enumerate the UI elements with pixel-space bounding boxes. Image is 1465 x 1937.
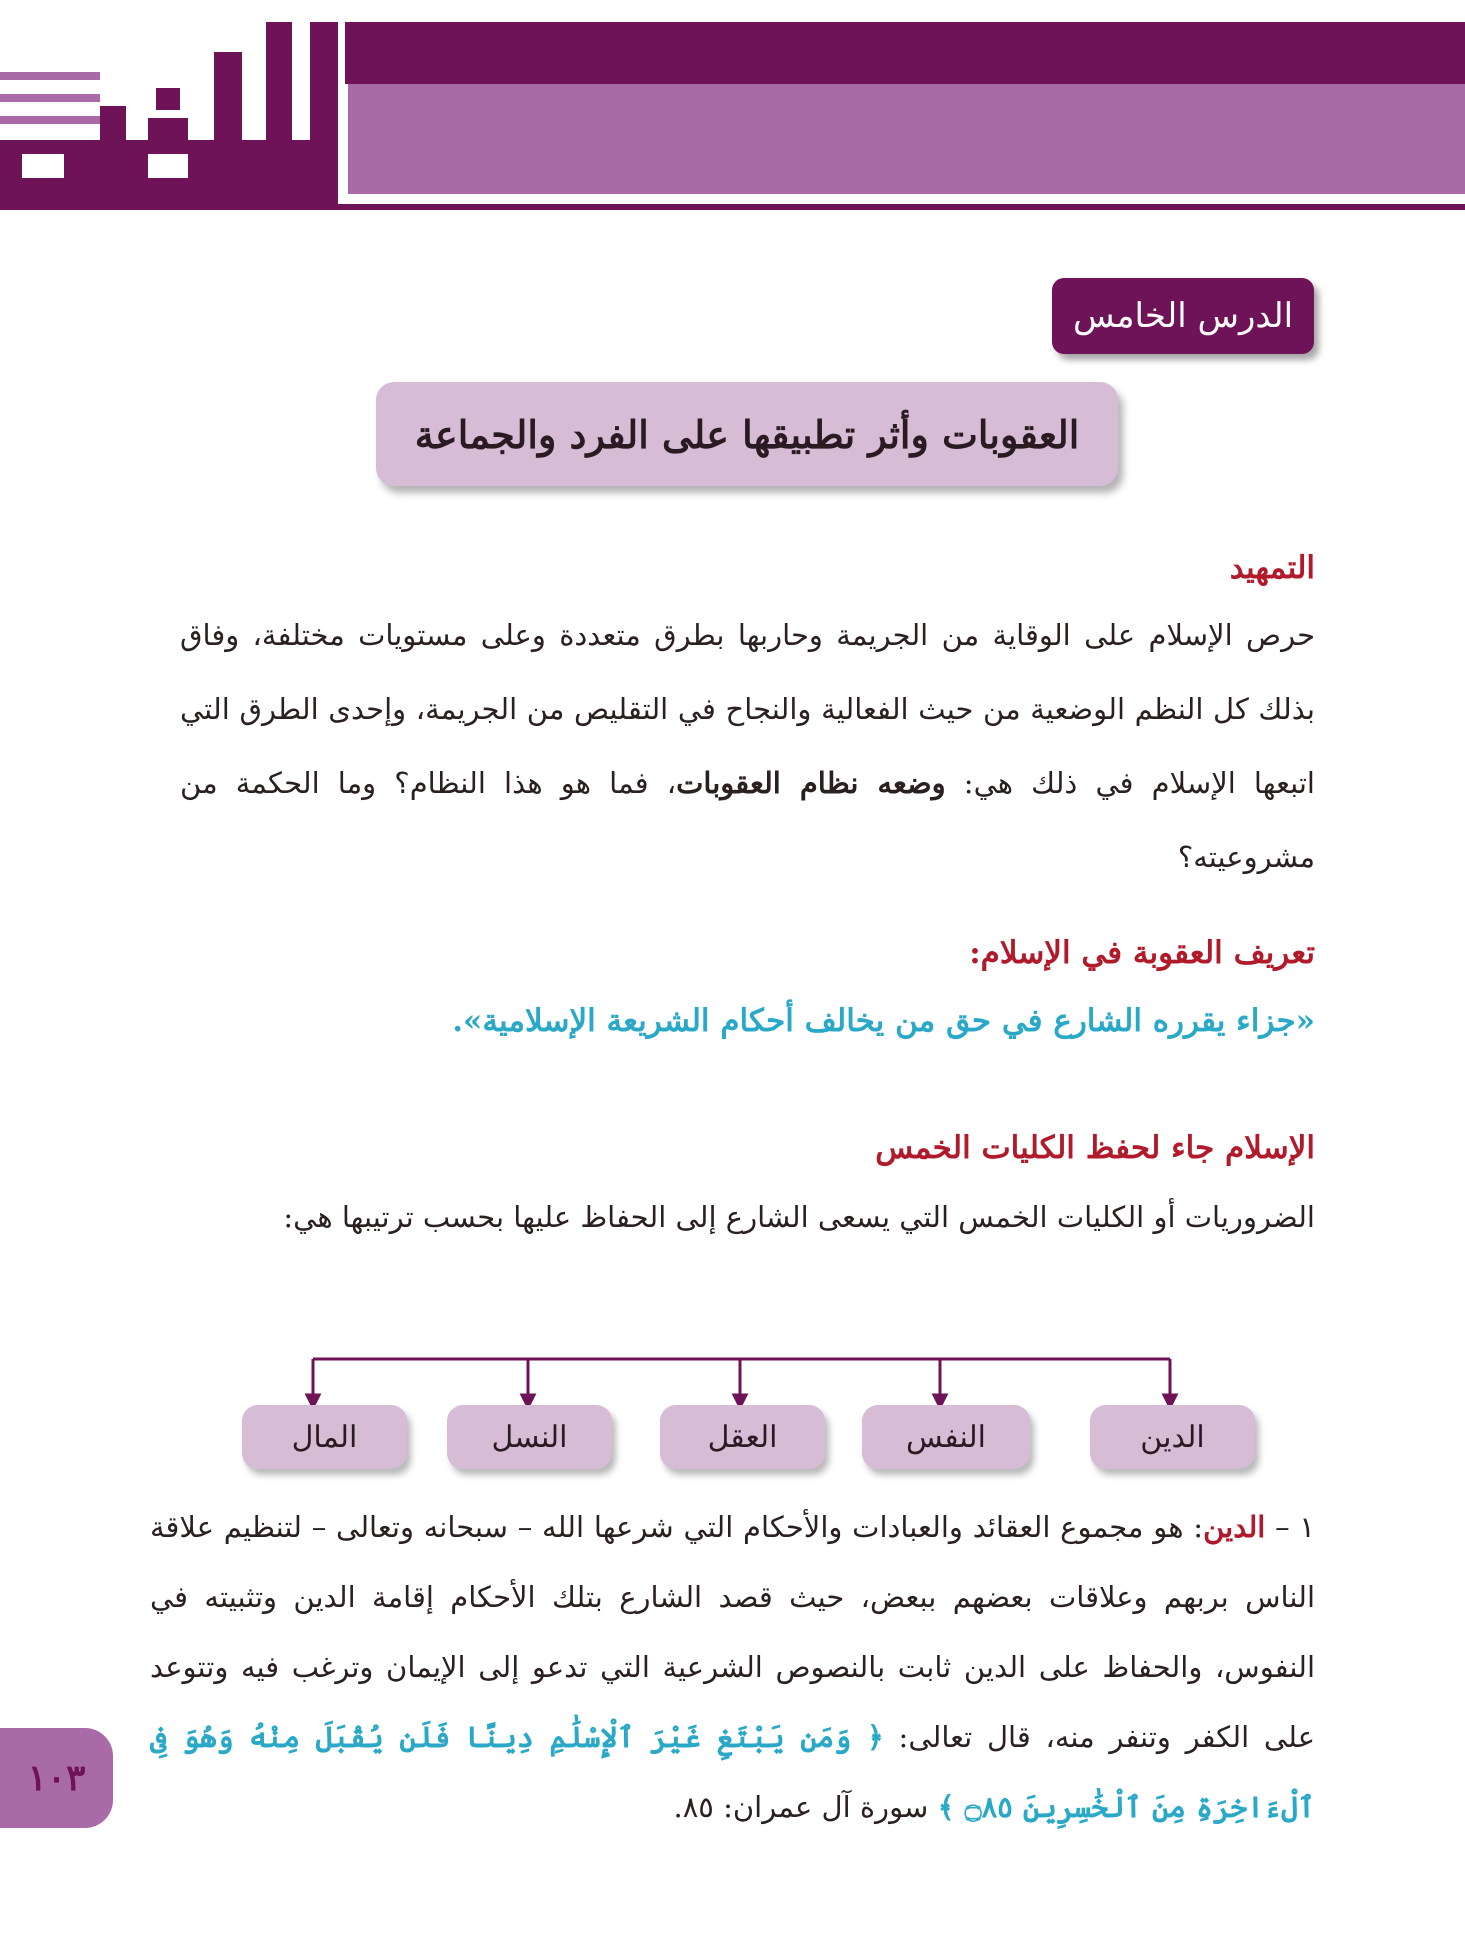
header-rule xyxy=(0,204,1465,210)
essential-soul: النفس xyxy=(862,1405,1030,1469)
lesson-number-badge: الدرس الخامس xyxy=(1052,278,1314,354)
essentials-heading: الإسلام جاء لحفظ الكليات الخمس xyxy=(875,1130,1315,1166)
lesson-title: العقوبات وأثر تطبيقها على الفرد والجماعة xyxy=(376,382,1118,486)
intro-bold-term: وضعه نظام العقوبات xyxy=(676,766,946,800)
definition-text: «جزاء يقرره الشارع في حق من يخالف أحكام الشريعة الإسلامية». xyxy=(452,1003,1315,1039)
subject-logo xyxy=(0,22,345,204)
essential-intellect: العقل xyxy=(660,1405,825,1469)
subject-logo-graphic xyxy=(0,22,345,204)
essential-progeny: النسل xyxy=(447,1405,612,1469)
definition-heading: تعريف العقوبة في الإسلام: xyxy=(969,935,1315,971)
item-1-paragraph xyxy=(150,1492,1315,1842)
quran-verse: ﴿ وَمَن يَبْتَغِ غَيْرَ ٱلْإِسْلَٰمِ دِينًا فَلَن يُقْبَلَ مِنْهُ وَهُوَ فِى ٱلْءَاخِرَةِ مِنَ ٱلْخَٰسِرِينَ ۝٨٥ ﴾ xyxy=(150,1720,1315,1824)
intro-text-part2: ، فما هو هذا النظام؟ وما الحكمة من مشروعيته؟ xyxy=(180,766,1315,874)
svg-text:الفقه: الفقه xyxy=(172,194,175,195)
header-light-band xyxy=(348,84,1465,194)
item-1-term: الدين xyxy=(1203,1510,1266,1544)
essentials-paragraph: الضروريات أو الكليات الخمس التي يسعى الشارع إلى الحفاظ عليها بحسب ترتيبها هي: xyxy=(283,1200,1315,1234)
item-1-text: : هو مجموع العقائد والعبادات والأحكام التي شرعها الله – سبحانه وتعالى – لتنظيم علاقة الناس بربهم وعلاقات بعضهم ببعض، حيث قصد الشارع بتلك الأحكام إقامة الدين وتثبيته في النفوس، والحفاظ على الدين ثابت بالنصوص الشرعية التي تدعو إلى الإيمان وترغب فيه وتتوعد على الكفر وتنفر منه، قال تعالى: xyxy=(150,1510,1315,1754)
essential-wealth: المال xyxy=(242,1405,407,1469)
item-1-number: ١ – xyxy=(1265,1510,1315,1544)
intro-text-part1: حرص الإسلام على الوقاية من الجريمة وحاربها بطرق متعددة وعلى مستويات مختلفة، وفاق بذلك كل النظم الوضعية من حيث الفعالية والنجاح في التقليص من الجريمة، وإحدى الطرق التي اتبعها الإسلام في ذلك هي: xyxy=(180,618,1315,800)
verse-reference: سورة آل عمران: ٨٥. xyxy=(673,1790,938,1824)
essential-religion: الدين xyxy=(1090,1405,1255,1469)
intro-heading: التمهيد xyxy=(1229,550,1315,586)
intro-paragraph xyxy=(180,598,1315,894)
page-number: ١٠٣ xyxy=(0,1728,113,1828)
